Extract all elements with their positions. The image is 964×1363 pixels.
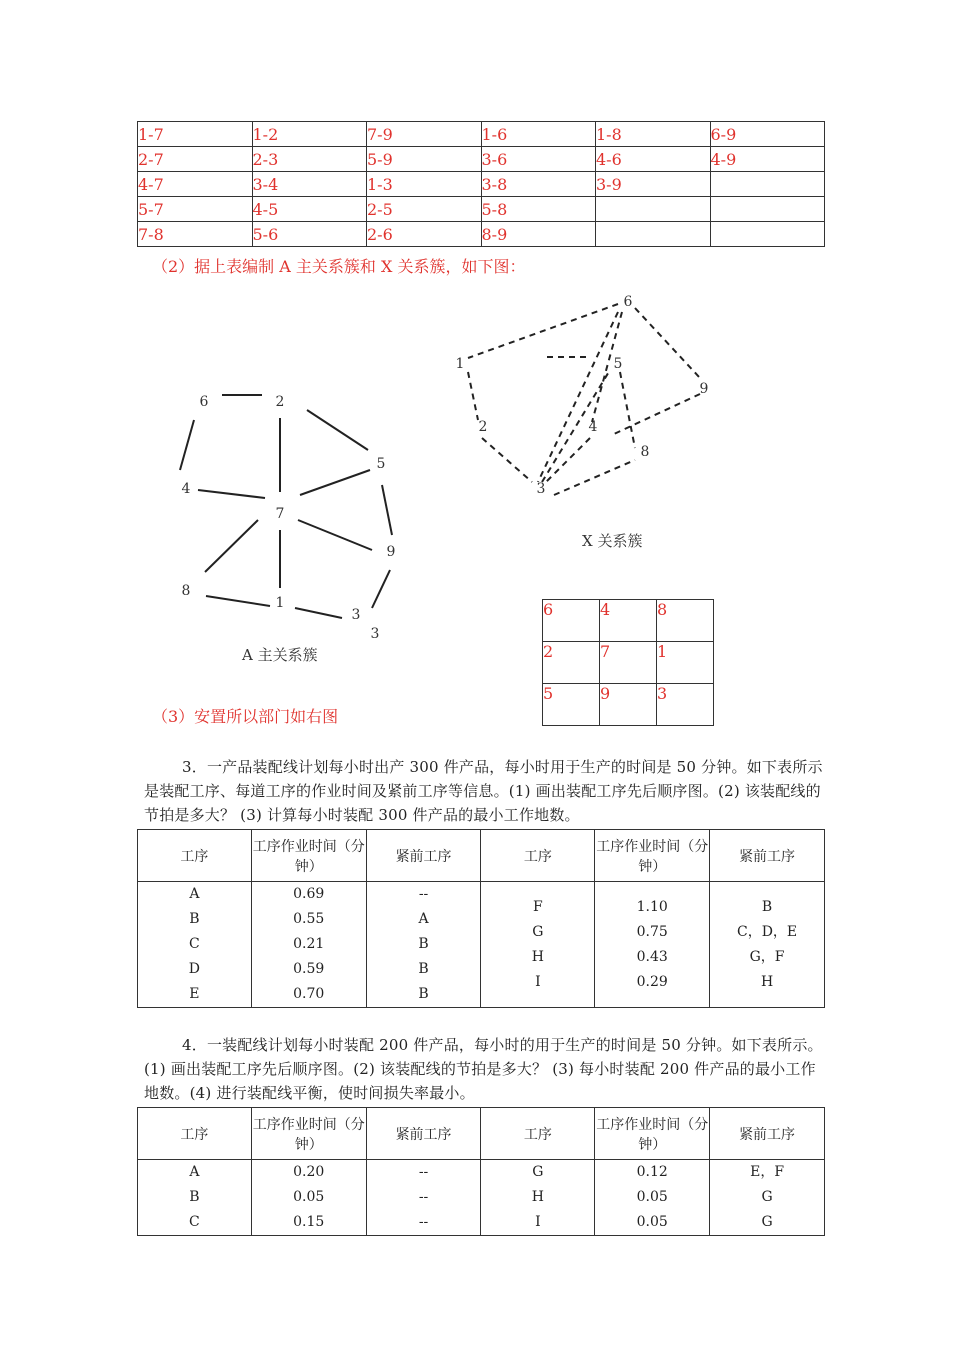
cell-value: D <box>188 961 201 977</box>
cell-value: G，F <box>749 948 785 965</box>
cell-value: G <box>761 1189 773 1205</box>
edge-5-8 <box>620 372 635 448</box>
relation-row <box>138 147 825 172</box>
times-right-cell <box>595 882 710 1008</box>
cell-value: G <box>532 1164 544 1180</box>
cell-value: 0.05 <box>636 1214 668 1230</box>
edge-6-9 <box>635 308 700 378</box>
edge-6-4 <box>180 420 194 470</box>
edge-3-5 <box>542 370 610 482</box>
edge-4-7 <box>198 490 265 498</box>
cell-value: G <box>532 923 544 940</box>
a-node-7: 7 <box>275 506 285 522</box>
relation-row <box>138 222 825 247</box>
problem3-table <box>137 829 825 1008</box>
prev-right-cell <box>710 1160 825 1236</box>
relation-cell: 7-9 <box>367 122 482 147</box>
relation-cell: 1-3 <box>367 172 482 197</box>
cell-value: C，D，E <box>736 923 798 940</box>
relation-cell: 7-8 <box>138 222 253 247</box>
cell-value: I <box>535 973 541 990</box>
cell-value: H <box>760 973 774 990</box>
relation-cell: 6-9 <box>710 122 825 147</box>
header-time: 工序作业时间（分钟） <box>251 1108 366 1160</box>
relation-cell: 2-5 <box>367 197 482 222</box>
edge-6-3 <box>538 312 618 482</box>
layout-cell: 8 <box>657 600 714 642</box>
cell-value: 0.21 <box>293 936 325 952</box>
relation-cell: 4-5 <box>252 197 367 222</box>
header-prev: 紧前工序 <box>366 1108 481 1160</box>
relation-cell: 2-6 <box>367 222 482 247</box>
relation-row <box>138 197 825 222</box>
x-cluster-caption: X 关系簇 <box>582 532 643 550</box>
a-node-2: 2 <box>275 394 285 410</box>
header-op: 工序 <box>138 1108 252 1160</box>
ops-right-cell <box>481 1160 595 1236</box>
cell-value: E，F <box>750 1164 785 1180</box>
relation-cell: 3-8 <box>481 172 596 197</box>
header-op-2: 工序 <box>481 830 595 882</box>
relation-cell: 5-9 <box>367 147 482 172</box>
cell-value: 0.29 <box>636 973 668 990</box>
edge-4-3 <box>546 438 590 482</box>
cell-value: 0.05 <box>636 1189 668 1205</box>
cell-value: H <box>531 948 544 965</box>
cell-value: -- <box>418 1189 429 1205</box>
cell-value: 0.15 <box>293 1214 325 1230</box>
x-cluster-diagram <box>450 290 730 510</box>
edge-1-2 <box>468 372 478 420</box>
header-prev-2: 紧前工序 <box>710 1108 825 1160</box>
a-cluster-caption: A 主关系簇 <box>242 646 318 664</box>
relation-cell: 3-9 <box>596 172 711 197</box>
relation-cell: 5-7 <box>138 197 253 222</box>
relation-cell: 4-7 <box>138 172 253 197</box>
cell-value: E <box>189 986 200 1002</box>
cell-value: B <box>761 898 773 915</box>
cell-value: B <box>418 986 429 1002</box>
layout-row <box>543 600 714 642</box>
cell-value: 0.59 <box>293 961 325 977</box>
relation-row <box>138 172 825 197</box>
ops-left-cell <box>138 882 252 1008</box>
layout-cell: 6 <box>543 600 600 642</box>
layout-cell: 4 <box>600 600 657 642</box>
cell-value: B <box>418 936 429 952</box>
cell-value: -- <box>418 1164 429 1180</box>
ops-right-cell <box>481 882 595 1008</box>
relation-cell: 1-8 <box>596 122 711 147</box>
relation-cell: 1-7 <box>138 122 253 147</box>
header-time: 工序作业时间（分钟） <box>251 830 366 882</box>
problem4-table <box>137 1107 825 1236</box>
cell-value: A <box>189 886 200 902</box>
relation-cell: 5-6 <box>252 222 367 247</box>
edge-9-4 <box>614 394 700 434</box>
x-node-2: 2 <box>478 419 488 435</box>
layout-cell: 3 <box>657 684 714 726</box>
layout-cell: 7 <box>600 642 657 684</box>
cell-value: 0.05 <box>293 1189 325 1205</box>
cell-value: 0.69 <box>293 886 325 902</box>
x-node-1: 1 <box>455 356 465 372</box>
a-node-1: 1 <box>275 595 285 611</box>
prev-left-cell <box>366 882 481 1008</box>
relation-cell: 5-8 <box>481 197 596 222</box>
relation-cell <box>596 197 711 222</box>
a-cluster-diagram <box>150 380 430 680</box>
cell-value: C <box>189 1214 200 1230</box>
edge-5-7 <box>300 470 370 495</box>
relation-cell <box>596 222 711 247</box>
cell-value: F <box>533 898 543 915</box>
relation-cell: 2-7 <box>138 147 253 172</box>
cell-value: 0.70 <box>293 986 325 1002</box>
cell-value: 1.10 <box>636 898 668 915</box>
times-right-cell <box>595 1160 710 1236</box>
cell-value: 0.43 <box>636 948 668 965</box>
x-node-8: 8 <box>640 444 650 460</box>
header-op: 工序 <box>138 830 252 882</box>
relation-cell: 1-2 <box>252 122 367 147</box>
layout-row <box>543 684 714 726</box>
x-node-9: 9 <box>699 381 709 397</box>
relation-cell: 1-6 <box>481 122 596 147</box>
a-node-3: 3 <box>351 607 361 623</box>
edge-3-8 <box>554 460 635 495</box>
cell-value: 0.12 <box>636 1164 668 1180</box>
a-node-6: 6 <box>199 394 209 410</box>
a-node-8: 8 <box>181 583 191 599</box>
header-prev-2: 紧前工序 <box>710 830 825 882</box>
relation-cell: 4-9 <box>710 147 825 172</box>
cell-value: 0.75 <box>636 923 668 940</box>
x-node-3: 3 <box>536 481 546 497</box>
cell-value: B <box>418 961 429 977</box>
relation-cell: 4-6 <box>596 147 711 172</box>
cell-value: H <box>531 1189 544 1205</box>
problem3-text: 3．一产品装配线计划每小时出产 300 件产品，每小时用于生产的时间是 50 分钟。如下表所示是装配工序、每道工序的作业时间及紧前工序等信息。(1) 画出装配工序先后顺序图。(2) 该装配线的节拍是多大？ (3) 计算每小时装配 300 件产品的最小工作地数。 <box>144 758 823 824</box>
edge-9-3 <box>372 570 390 608</box>
edge-2-3 <box>482 438 532 482</box>
x-node-6: 6 <box>623 294 633 310</box>
a-node-9: 9 <box>386 544 396 560</box>
cell-value: B <box>189 911 200 927</box>
a-node-4: 4 <box>181 481 191 497</box>
layout-cell: 5 <box>543 684 600 726</box>
cell-value: 0.55 <box>293 911 325 927</box>
cell-value: B <box>189 1189 200 1205</box>
relation-cell <box>710 172 825 197</box>
header-op-2: 工序 <box>481 1108 595 1160</box>
cell-value: 0.20 <box>293 1164 325 1180</box>
relation-table <box>137 121 825 247</box>
cell-value: -- <box>418 1214 429 1230</box>
header-time-2: 工序作业时间（分钟） <box>595 830 710 882</box>
relation-cell: 3-6 <box>481 147 596 172</box>
layout-cell: 9 <box>600 684 657 726</box>
header-time-2: 工序作业时间（分钟） <box>595 1108 710 1160</box>
cell-value: G <box>761 1214 773 1230</box>
relation-cell <box>710 197 825 222</box>
edge-7-8 <box>205 520 258 572</box>
prev-left-cell <box>366 1160 481 1236</box>
relation-cell: 3-4 <box>252 172 367 197</box>
edge-2-5 <box>307 410 368 450</box>
step3-text: （3）安置所以部门如右图 <box>152 707 339 726</box>
relation-cell: 8-9 <box>481 222 596 247</box>
cell-value: I <box>535 1214 541 1230</box>
relation-cell: 2-3 <box>252 147 367 172</box>
ops-left-cell <box>138 1160 252 1236</box>
cell-value: -- <box>418 886 429 902</box>
edge-7-9 <box>298 520 372 550</box>
a-node-3-label: 3 <box>370 626 380 642</box>
problem4-text: 4．一装配线计划每小时装配 200 件产品，每小时的用于生产的时间是 50 分钟。如下表所示。(1) 画出装配工序先后顺序图。(2) 该装配线的节拍是多大？ (3) 每小时装配 200 件产品的最小工作地数。(4) 进行装配线平衡，使时间损失率最小。 <box>144 1036 823 1102</box>
step2-text: （2）据上表编制 A 主关系簇和 X 关系簇，如下图： <box>152 257 526 276</box>
times-left-cell <box>251 1160 366 1236</box>
relation-row <box>138 122 825 147</box>
x-node-5: 5 <box>613 356 623 372</box>
a-node-5: 5 <box>376 456 386 472</box>
relation-cell <box>710 222 825 247</box>
cell-value: A <box>418 911 429 927</box>
edge-6-1 <box>468 304 618 358</box>
layout-cell: 2 <box>543 642 600 684</box>
cell-value: A <box>189 1164 200 1180</box>
layout-cell: 1 <box>657 642 714 684</box>
layout-grid <box>542 599 714 726</box>
times-left-cell <box>251 882 366 1008</box>
prev-right-cell <box>710 882 825 1008</box>
cell-value: C <box>189 936 200 952</box>
header-prev: 紧前工序 <box>366 830 481 882</box>
edge-5-9 <box>382 485 392 535</box>
edge-1-3 <box>295 608 342 618</box>
edge-8-1 <box>206 596 270 606</box>
layout-row <box>543 642 714 684</box>
x-node-4: 4 <box>588 419 598 435</box>
